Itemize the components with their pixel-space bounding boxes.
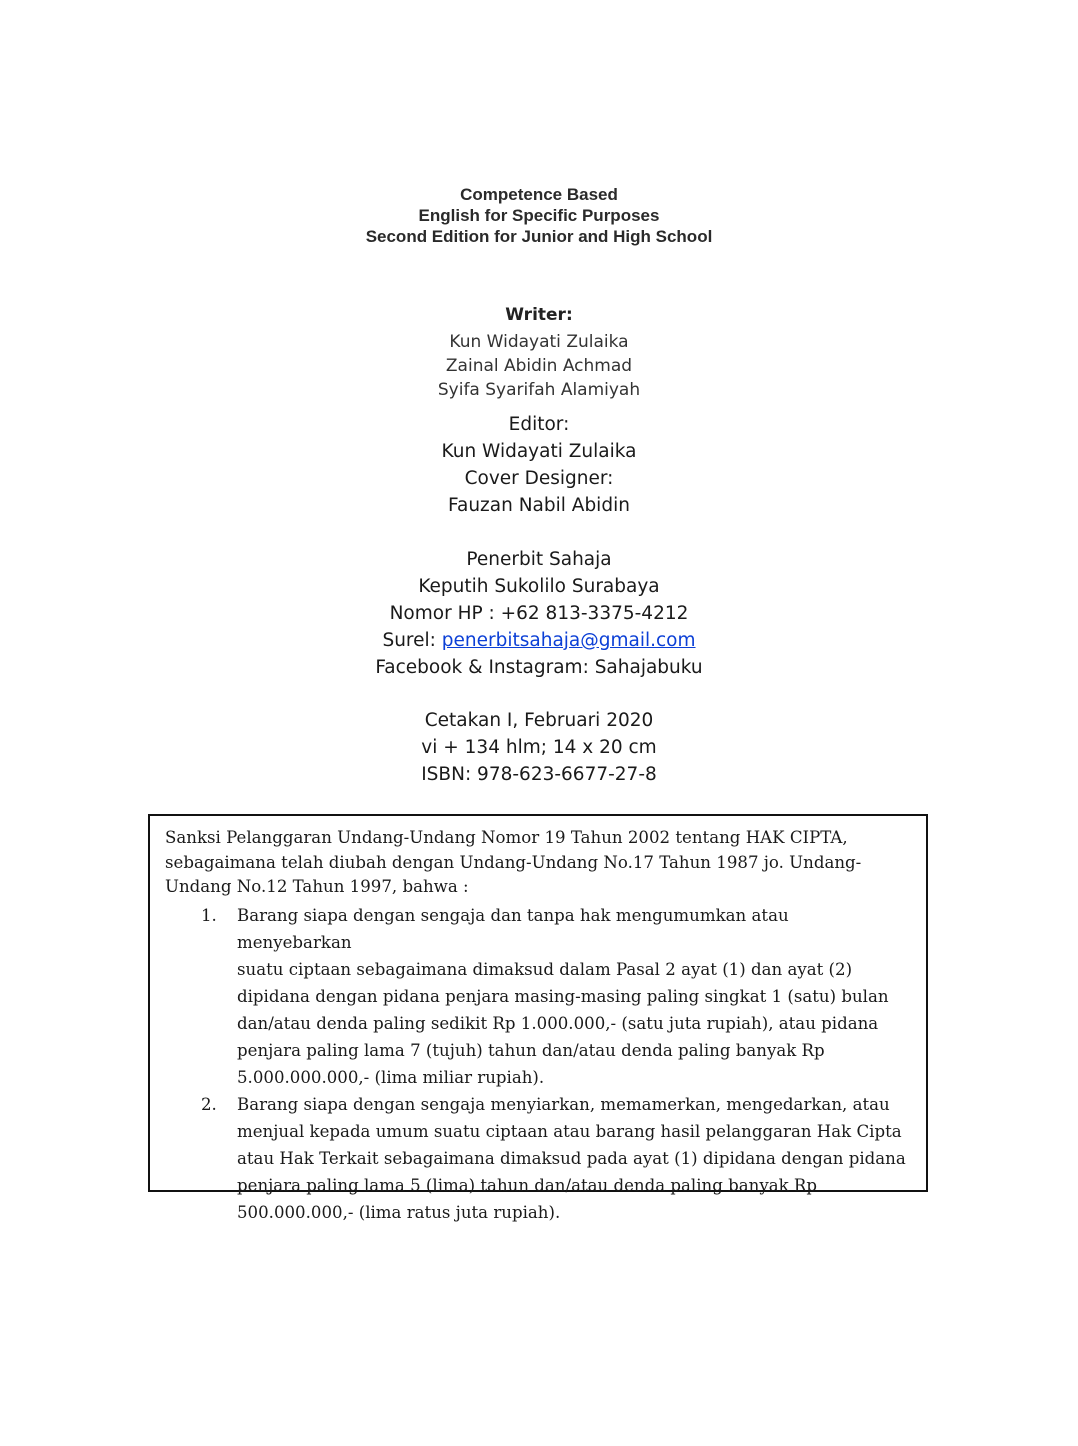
edition-pages: vi + 134 hlm; 14 x 20 cm	[421, 737, 657, 758]
writer-heading-text: Writer:	[505, 305, 573, 325]
edition-block	[0, 707, 1078, 788]
notice-item-line: menjual kepada umum suatu ciptaan atau barang hasil pelanggaran Hak Cipta	[237, 1121, 902, 1141]
email-link[interactable]: penerbitsahaja@gmail.com	[441, 630, 696, 651]
notice-item-line: 500.000.000,- (lima ratus juta rupiah).	[237, 1202, 561, 1222]
writer-name: Syifa Syarifah Alamiyah	[437, 380, 641, 400]
notice-item-line: suatu ciptaan sebagaimana dimaksud dalam Pasal 2 ayat (1) dan ayat (2)	[237, 959, 853, 979]
publisher-phone: Nomor HP : +62 813-3375-4212	[389, 603, 689, 624]
email-label: Surel:	[382, 630, 442, 651]
publisher-name: Penerbit Sahaja	[466, 549, 612, 570]
writer-heading	[0, 304, 1078, 326]
notice-item-line: dan/atau denda paling sedikit Rp 1.000.000,- (satu juta rupiah), atau pidana	[237, 1013, 879, 1033]
editor-heading: Editor:	[508, 414, 570, 435]
notice-item-number: 2.	[201, 1094, 217, 1114]
notice-item-line: dipidana dengan pidana penjara masing-masing paling singkat 1 (satu) bulan	[237, 986, 889, 1006]
copyright-notice-box	[148, 814, 928, 1222]
editor-designer-block	[0, 411, 1078, 519]
publisher-block	[0, 546, 1078, 681]
publisher-social: Facebook & Instagram: Sahajabuku	[375, 657, 703, 678]
notice-intro-line: Undang No.12 Tahun 1997, bahwa :	[165, 877, 469, 896]
notice-item-line: atau Hak Terkait sebagaimana dimaksud pada ayat (1) dipidana dengan pidana	[237, 1148, 906, 1168]
title-line-2: English for Specific Purposes	[418, 206, 660, 225]
title-line-3: Second Edition for Junior and High School	[365, 227, 713, 246]
notice-item-line: Barang siapa dengan sengaja dan tanpa hak mengumumkan atau menyebarkan	[237, 905, 789, 952]
book-title	[0, 184, 1078, 247]
publisher-email-line	[0, 627, 1078, 654]
notice-item	[165, 902, 908, 1091]
writer-name: Kun Widayati Zulaika	[449, 332, 629, 352]
notice-item-line: penjara paling lama 7 (tujuh) tahun dan/atau denda paling banyak Rp	[237, 1040, 825, 1060]
notice-item	[165, 1091, 908, 1226]
title-line-1: Competence Based	[460, 185, 618, 204]
notice-item-number: 1.	[201, 905, 217, 925]
cover-designer-heading: Cover Designer:	[464, 468, 614, 489]
writer-list	[0, 330, 1078, 402]
notice-item-line: 5.000.000.000,- (lima miliar rupiah).	[237, 1067, 545, 1087]
notice-intro-line: Sanksi Pelanggaran Undang-Undang Nomor 19 Tahun 2002 tentang HAK CIPTA,	[165, 828, 848, 847]
editor-name: Kun Widayati Zulaika	[441, 441, 637, 462]
writer-name: Zainal Abidin Achmad	[445, 356, 633, 376]
edition-isbn: ISBN: 978-623-6677-27-8	[421, 764, 657, 785]
notice-item-line: Barang siapa dengan sengaja menyiarkan, memamerkan, mengedarkan, atau	[237, 1094, 890, 1114]
notice-item-line: penjara paling lama 5 (lima) tahun dan/atau denda paling banyak Rp	[237, 1175, 818, 1195]
cover-designer-name: Fauzan Nabil Abidin	[448, 495, 630, 516]
publisher-address: Keputih Sukolilo Surabaya	[418, 576, 660, 597]
notice-intro-line: sebagaimana telah diubah dengan Undang-Undang No.17 Tahun 1987 jo. Undang-	[165, 852, 862, 872]
edition-printing: Cetakan I, Februari 2020	[424, 710, 654, 731]
notice-intro	[165, 826, 908, 900]
notice-list	[165, 902, 908, 1226]
